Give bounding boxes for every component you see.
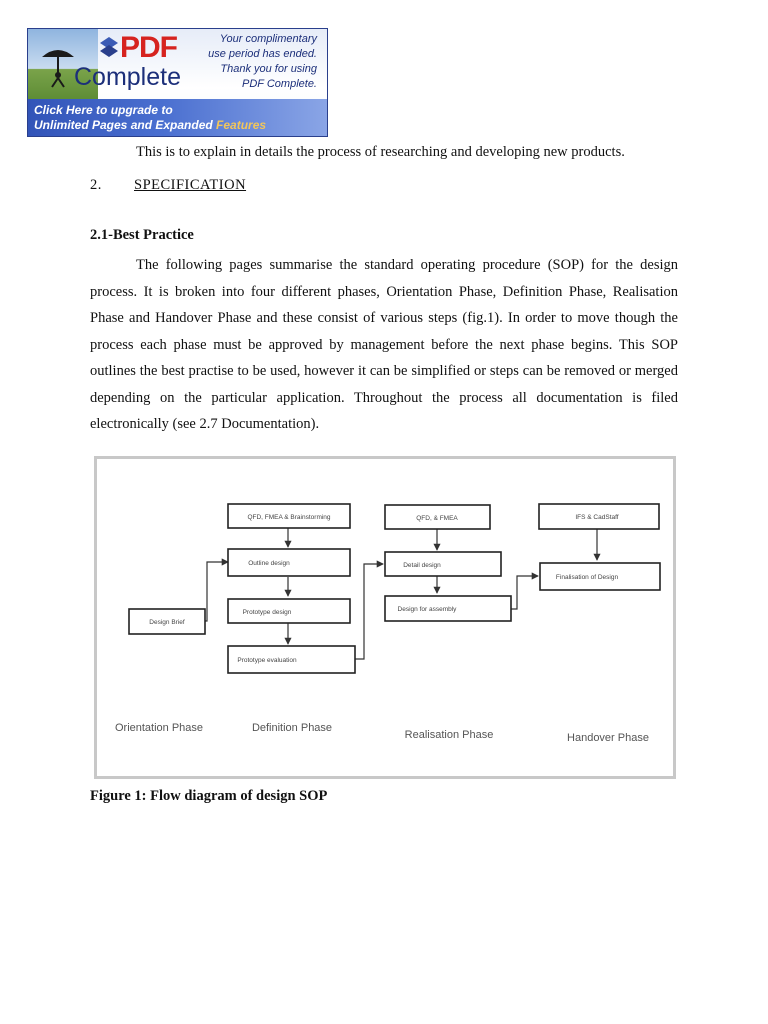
realisation-phase-label: Realisation Phase: [404, 729, 494, 741]
prototype-design-label: Prototype design: [242, 609, 292, 616]
notice-line: use period has ended.: [208, 48, 317, 60]
prototype-evaluation-label: Prototype evaluation: [237, 657, 297, 664]
qfd-fmea-brainstorming-label: QFD, FMEA & Brainstorming: [247, 514, 331, 521]
figure-caption: Figure 1: Flow diagram of design SOP: [90, 788, 328, 804]
section-title: SPECIFICATION: [134, 177, 247, 193]
section-number: 2.: [90, 177, 102, 193]
notice-line: PDF Complete.: [242, 78, 317, 90]
outline-design-label: Outline design: [248, 560, 290, 567]
design-for-assembly-label: Design for assembly: [397, 606, 457, 613]
orientation-phase-label: Orientation Phase: [114, 722, 204, 734]
pdf-complete-banner[interactable]: [27, 28, 328, 137]
pdf-logo-diamond-icon: [100, 37, 118, 61]
ifs-cadstaff-label: IFS & CadStaff: [575, 514, 619, 521]
subsection-heading: 2.1-Best Practice: [90, 227, 194, 243]
pdf-logo-text: PDF: [120, 31, 177, 64]
qfd-fmea-label: QFD, & FMEA: [416, 515, 458, 522]
detail-design-label: Detail design: [403, 562, 441, 569]
umbrella-figure-icon: [38, 45, 78, 89]
finalisation-of-design-label: Finalisation of Design: [555, 574, 619, 581]
design-brief-label: Design Brief: [149, 619, 185, 626]
definition-phase-label: Definition Phase: [251, 722, 333, 734]
upgrade-line-2: [34, 118, 321, 133]
notice-line: Your complimentary: [219, 33, 317, 45]
upgrade-line-2-b: Features: [216, 118, 267, 132]
complete-logo-text: Complete: [74, 63, 181, 91]
intro-text: This is to explain in details the process of researching and developing new products.: [136, 144, 625, 160]
handover-phase-label: Handover Phase: [567, 732, 649, 744]
notice-line: Thank you for using: [220, 63, 317, 75]
upgrade-link[interactable]: [28, 99, 327, 137]
upgrade-line-1: Click Here to upgrade to: [34, 103, 173, 117]
flow-diagram: [94, 456, 676, 779]
trial-notice: [187, 32, 317, 92]
body-paragraph: The following pages summarise the standard operating procedure (SOP) for the design process. It is broken into four different phases, Orientation Phase, Definition Phase, Realisation Phase and Handover Phase and these consist of various steps (fig.1). In order to move though the process each phase must be approved by management before the next phase begins. This SOP outlines the best practise to be used, however it can be simplified or steps can be removed or merged depending on the particular application. Throughout the process all documentation is filed electronically (see 2.7 Documentation).: [90, 257, 678, 432]
upgrade-line-2-a: Unlimited Pages and Expanded: [34, 118, 217, 132]
